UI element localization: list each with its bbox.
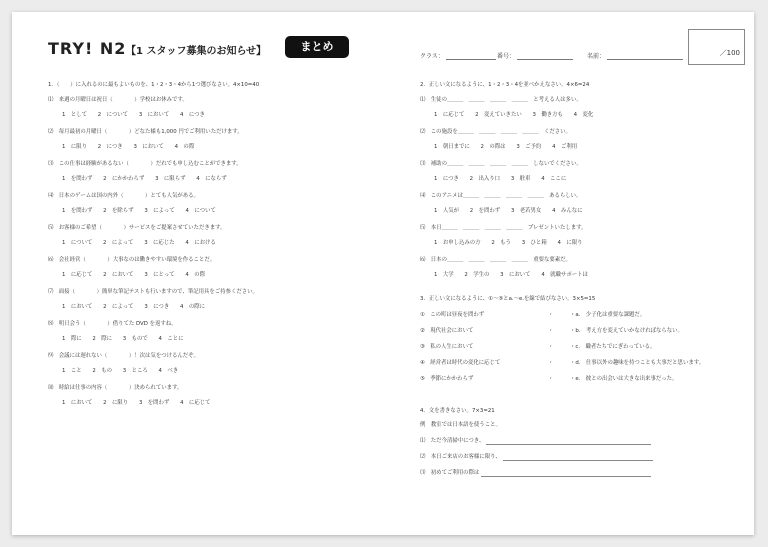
question-5: ⑸ お客様のご希望（ ）サービスをご提案させていただきます。 [48,225,226,231]
question-9: ⑼ 会議には遅れない（ ）！次は気をつけるんだぞ。 [48,353,199,359]
reorder-2: ⑵ この施設を＿＿＿ ＿＿＿ ＿＿＿ ＿＿＿ ください。 [420,129,571,135]
reorder-1: ⑴ 生徒の＿＿＿ ＿＿＿ ＿＿＿ ＿＿＿ と考える人は多い。 [420,97,582,103]
match-dot-1: ・ [548,312,554,318]
match-left-3: ③ 私の人生において [420,344,474,350]
options-5: 1 について 2 によって 3 に応じた 4 における [62,240,216,246]
class-label: クラス： [420,53,444,60]
options-2: 1 に限り 2 につき 3 において 4 の際 [62,144,195,150]
match-left-4: ④ 経営者は時代の変化に応じて [420,360,501,366]
section-4 [420,408,740,488]
writing-2-prompt: ⑵ 本日ご来店のお客様に限り、 [420,454,501,460]
section-1-instruction: 1．（ ）に入れるのに最もよいものを、1・2・3・4から1つ選びなさい。4×10=40 [48,82,260,88]
match-right-b: ・b. 考え方を変えていかなければならない。 [570,328,683,334]
reorder-options-6: 1 大学 2 学生の 3 において 4 就職サポートは [434,272,588,278]
reorder-3: ⑶ 補助の＿＿＿ ＿＿＿ ＿＿＿ ＿＿＿ しないでください。 [420,161,582,167]
writing-2-line [503,454,653,461]
question-10: ⑽ 時給は仕事の内容（ ）決められています。 [48,385,183,391]
worksheet-page [12,12,754,535]
question-1: ⑴ 来週の月曜日は祝日（ ）学校はお休みです。 [48,97,188,103]
section-2 [420,82,740,292]
options-7: 1 において 2 によって 3 につき 4 の際に [62,304,205,310]
writing-3-prompt: ⑶ 初めてご利用の際は [420,470,480,476]
match-left-1: ① この町は昼夜を問わず [420,312,485,318]
writing-3 [420,470,651,477]
reorder-4: ⑷ このアニメは＿＿＿ ＿＿＿ ＿＿＿ ＿＿＿ あるらしい。 [420,193,582,199]
question-4: ⑷ 日本のゲームは国の内外（ ）とても人気がある。 [48,193,199,199]
options-6: 1 に応じて 2 において 3 にとって 4 の際 [62,272,205,278]
writing-example: 例 教室では日本語を使うこと。 [420,422,501,428]
reorder-options-2: 1 朝日までに 2 の際は 3 ご予約 4 ご利用 [434,144,578,150]
reorder-6: ⑹ 日本の＿＿＿ ＿＿＿ ＿＿＿ ＿＿＿ 重要な要素だ。 [420,257,571,263]
name-line [607,52,683,60]
options-9: 1 こと 2 もの 3 ところ 4 べき [62,368,179,374]
question-6: ⑹ 会社経営（ ）大事なのは働きやすい環境を作ることだ。 [48,257,216,263]
unit-title: 【1 スタッフ募集のお知らせ】 [126,46,267,57]
reorder-options-3: 1 につき 2 出入り口 3 駐車 4 ここに [434,176,567,182]
match-dot-5: ・ [548,376,554,382]
question-8: ⑻ 明日会う（ ）借りてた DVD を返すね。 [48,321,177,327]
section-3-instruction: 3．正しい文になるように、①～⑤とa.～e.を線で結びなさい。3×5=15 [420,296,596,302]
section-2-instruction: 2．正しい文になるように、1・2・3・4を並べかえなさい。4×6=24 [420,82,590,88]
number-label: 番号： [497,53,516,60]
match-right-e: ・e. 彼との出会いは大きな出来事だった。 [570,376,678,382]
match-left-2: ② 現代社会において [420,328,474,334]
writing-1-prompt: ⑴ ただ今清掃中につき、 [420,438,485,444]
options-4: 1 を問わず 2 を除らず 3 によって 4 について [62,208,216,214]
writing-2 [420,454,653,461]
question-7: ⑺ 面接（ ）簡単な筆記テストも行いますので、筆記用具をご持参ください。 [48,289,258,295]
section-4-instruction: 4．文を書きなさい。7×3=21 [420,408,495,414]
question-3: ⑶ この仕事は経験があるない（ ）だれでも申し込むことができます。 [48,161,242,167]
match-left-5: ⑤ 季節にかかわらず [420,376,474,382]
number-field [497,51,573,60]
score-box [688,29,745,65]
options-8: 1 際に 2 際に 3 もので 4 ことに [62,336,184,342]
match-dot-4: ・ [548,360,554,366]
options-10: 1 において 2 に限り 3 を問わず 4 に応じて [62,400,211,406]
match-right-c: ・c. 職者たちでにぎわっている。 [570,344,656,350]
section-3 [420,296,740,396]
reorder-options-5: 1 お申し込みの方 2 もう 3 ひと箱 4 に限り [434,240,583,246]
match-dot-3: ・ [548,344,554,350]
number-line [517,52,573,60]
writing-1 [420,438,651,445]
class-line [446,52,496,60]
options-1: 1 として 2 について 3 において 4 につき [62,112,205,118]
options-3: 1 を問わず 2 にかかわらず 3 に限らず 4 にならず [62,176,227,182]
match-dot-2: ・ [548,328,554,334]
reorder-5: ⑸ 本日＿＿＿ ＿＿＿ ＿＿＿ ＿＿＿ プレゼントいたします。 [420,225,587,231]
question-2: ⑵ 毎月最初の月曜日（ ）どなた様も1,000 円でご利用いただけます。 [48,129,243,135]
writing-3-line [481,470,651,477]
section-1 [48,82,368,412]
name-field [587,51,683,60]
match-right-d: ・d. 仕事以外の趣味を持つことも大事だと思います。 [570,360,705,366]
brand-logo: TRY! N2 [48,39,127,58]
name-label: 名前： [587,53,606,60]
summary-tag: まとめ [285,36,349,58]
score-text: ／100 [719,49,740,57]
reorder-options-1: 1 に応じて 2 変えていきたい 3 働き方も 4 変化 [434,112,594,118]
class-field [420,51,496,60]
match-right-a: ・a. 少子化は重要な課題だ。 [570,312,646,318]
reorder-options-4: 1 人気が 2 を問わず 3 老若男女 4 みんなに [434,208,583,214]
writing-1-line [486,438,651,445]
